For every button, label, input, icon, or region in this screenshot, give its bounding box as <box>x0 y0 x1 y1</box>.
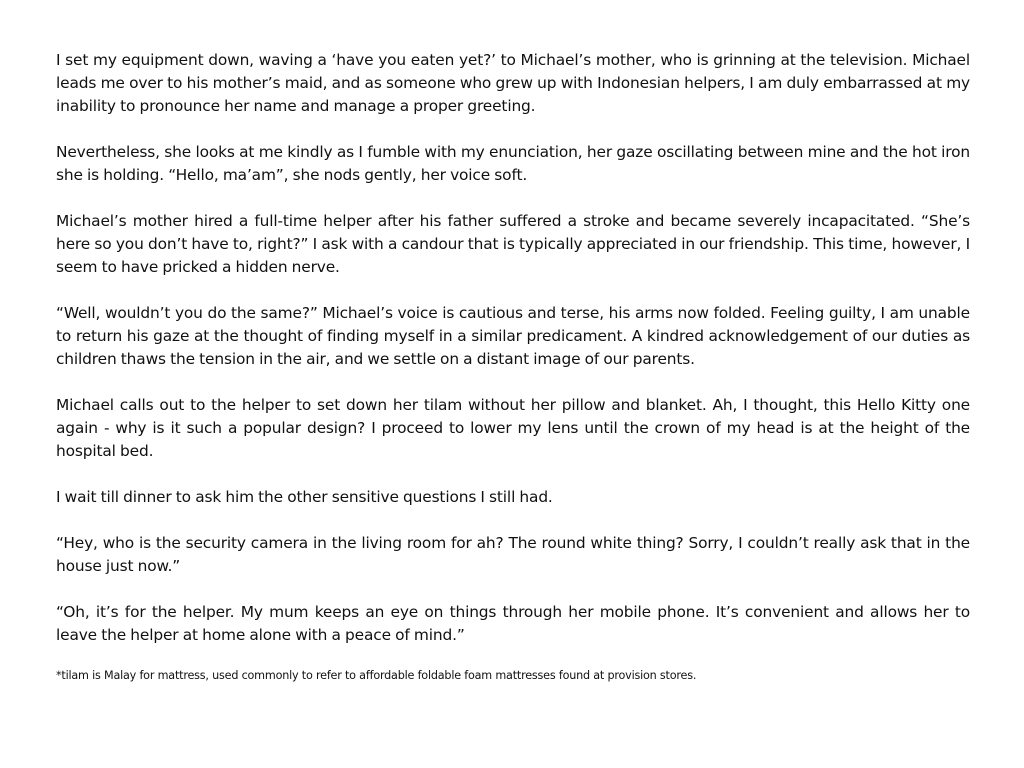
paragraph-7: “Hey, who is the security camera in the living room for ah? The round white thing? Sorry, I couldn’t really ask that in the house just now.” <box>56 534 970 575</box>
paragraph-2: Nevertheless, she looks at me kindly as I fumble with my enunciation, her gaze oscillating between mine and the hot iron she is holding. “Hello, ma’am”, she nods gently, her voice soft. <box>56 143 970 184</box>
document-page <box>56 49 970 684</box>
paragraph-3: Michael’s mother hired a full-time helper after his father suffered a stroke and became severely incapacitated. “She’s here so you don’t have to, right?” I ask with a candour that is typically appreciated in our friendship. This time, however, I seem to have pricked a hidden nerve. <box>56 212 970 276</box>
paragraph-5: Michael calls out to the helper to set down her tilam without her pillow and blanket. Ah, I thought, this Hello Kitty one again - why is it such a popular design? I proceed to lower my lens until the crown of my head is at the height of the hospital bed. <box>56 396 970 460</box>
paragraph-4: “Well, wouldn’t you do the same?” Michael’s voice is cautious and terse, his arms now folded. Feeling guilty, I am unable to return his gaze at the thought of finding myself in a similar predicament. A kindred acknowledgement of our duties as children thaws the tension in the air, and we settle on a distant image of our parents. <box>56 304 970 368</box>
paragraph-8: “Oh, it’s for the helper. My mum keeps an eye on things through her mobile phone. It’s convenient and allows her to leave the helper at home alone with a peace of mind.” <box>56 603 970 644</box>
paragraph-1: I set my equipment down, waving a ‘have you eaten yet?’ to Michael’s mother, who is grinning at the television. Michael leads me over to his mother’s maid, and as someone who grew up with Indonesian helpers, I am duly embarrassed at my inability to pronounce her name and manage a proper greeting. <box>56 51 970 115</box>
paragraph-6: I wait till dinner to ask him the other sensitive questions I still had. <box>56 488 553 506</box>
footnote: *tilam is Malay for mattress, used commonly to refer to affordable foldable foam mattresses found at provision stores. <box>56 669 697 682</box>
